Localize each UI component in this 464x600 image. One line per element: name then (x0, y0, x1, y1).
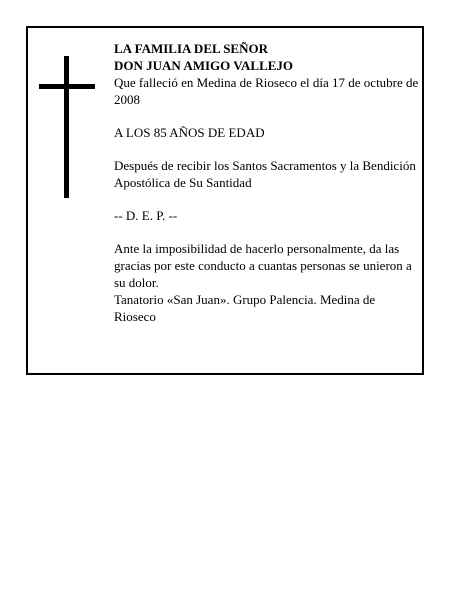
thanks-paragraph: Ante la imposibilidad de hacerlo personalmente, da las gracias por este conducto a cuantas personas se unieron a su dolor. (114, 241, 412, 290)
cross-vertical-bar (64, 56, 69, 198)
cross-horizontal-bar (39, 84, 95, 89)
heading-line-1: LA FAMILIA DEL SEÑOR (114, 41, 268, 56)
heading-line-2: DON JUAN AMIGO VALLEJO (114, 58, 294, 73)
notice-text-block (114, 40, 420, 325)
funeral-home-line: Tanatorio «San Juan». Grupo Palencia. Medina de Rioseco (114, 292, 376, 324)
age-line: A LOS 85 AÑOS DE EDAD (114, 125, 265, 140)
rip-line: -- D. E. P. -- (114, 208, 178, 223)
obituary-notice (26, 26, 424, 375)
sacraments-line: Después de recibir los Santos Sacramentos y la Bendición Apostólica de Su Santidad (114, 158, 416, 190)
death-info: Que falleció en Medina de Rioseco el día 17 de octubre de 2008 (114, 75, 419, 107)
